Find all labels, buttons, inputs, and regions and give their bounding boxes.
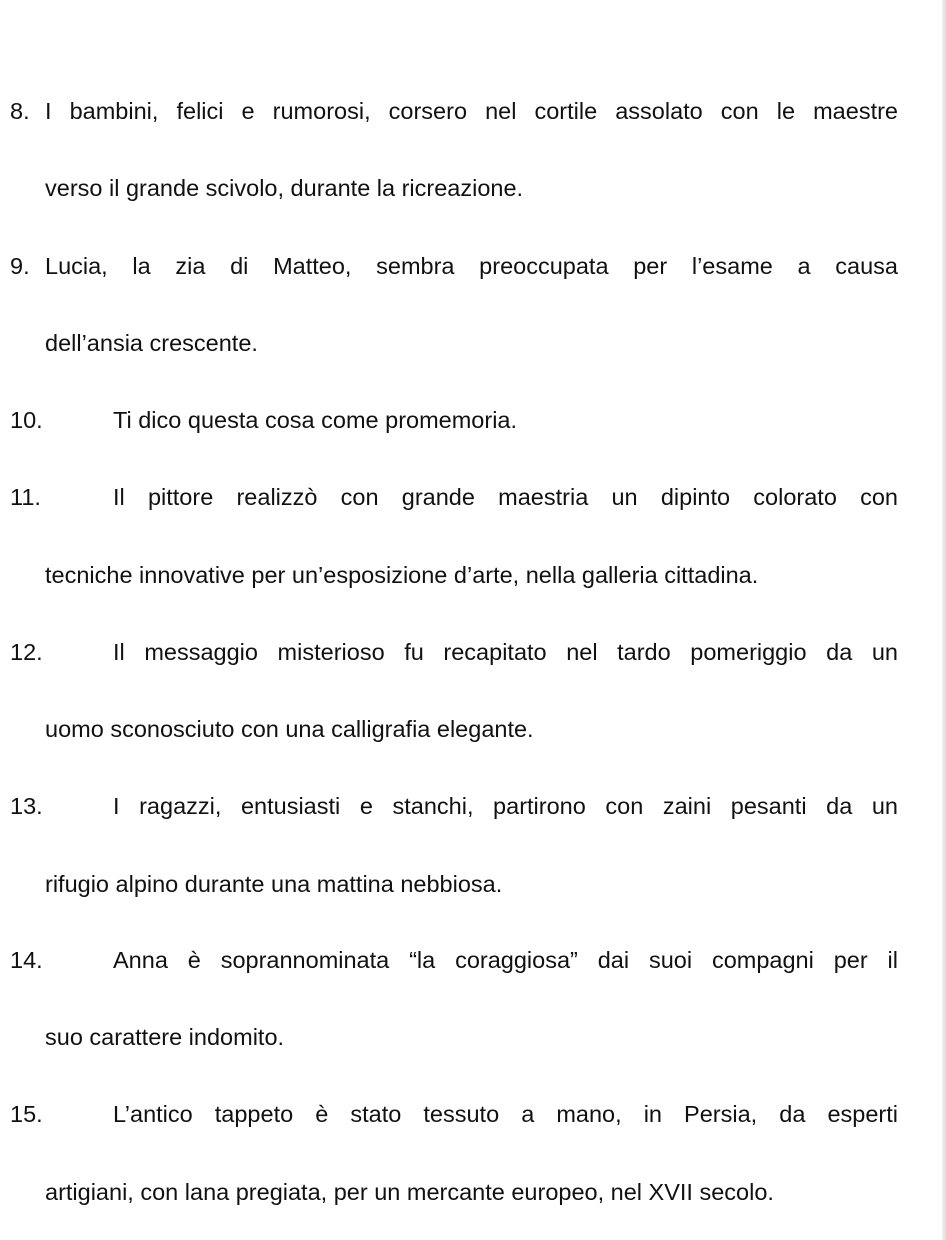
item-text-line-1: Il pittore realizzò con grande maestria un dipinto colorato con	[113, 484, 898, 510]
item-number: 13.	[10, 793, 43, 819]
item-number: 12.	[10, 639, 43, 665]
page-edge-shadow	[942, 0, 946, 1240]
item-text-line-2: artigiani, con lana pregiata, per un mercante europeo, nel XVII secolo.	[45, 1179, 774, 1205]
item-number: 11.	[10, 484, 41, 510]
item-text-line-1: Ti dico questa cosa come promemoria.	[113, 407, 518, 433]
item-number: 9.	[10, 253, 30, 279]
item-text-line-1: Il messaggio misterioso fu recapitato nel tardo pomeriggio da un	[113, 639, 898, 665]
item-text-line-1: Lucia, la zia di Matteo, sembra preoccupata per l’esame a causa	[45, 253, 898, 279]
item-text-line-2: verso il grande scivolo, durante la ricreazione.	[45, 175, 524, 201]
item-text-line-2: uomo sconosciuto con una calligrafia elegante.	[45, 716, 534, 742]
item-number: 15.	[10, 1101, 43, 1127]
item-text-line-2: suo carattere indomito.	[45, 1024, 285, 1050]
item-number: 8.	[10, 98, 30, 124]
item-number: 10.	[10, 407, 43, 433]
item-text-line-2: rifugio alpino durante una mattina nebbiosa.	[45, 871, 503, 897]
item-text-line-1: Anna è soprannominata “la coraggiosa” dai suoi compagni per il	[113, 947, 898, 973]
item-text-line-1: I ragazzi, entusiasti e stanchi, partirono con zaini pesanti da un	[113, 793, 898, 819]
item-number: 14.	[10, 947, 43, 973]
item-text-line-1: I bambini, felici e rumorosi, corsero nel cortile assolato con le maestre	[45, 98, 898, 124]
item-text-line-2: dell’ansia crescente.	[45, 330, 258, 356]
item-text-line-2: tecniche innovative per un’esposizione d’arte, nella galleria cittadina.	[45, 562, 759, 588]
item-text-line-1: L’antico tappeto è stato tessuto a mano, in Persia, da esperti	[113, 1101, 898, 1127]
